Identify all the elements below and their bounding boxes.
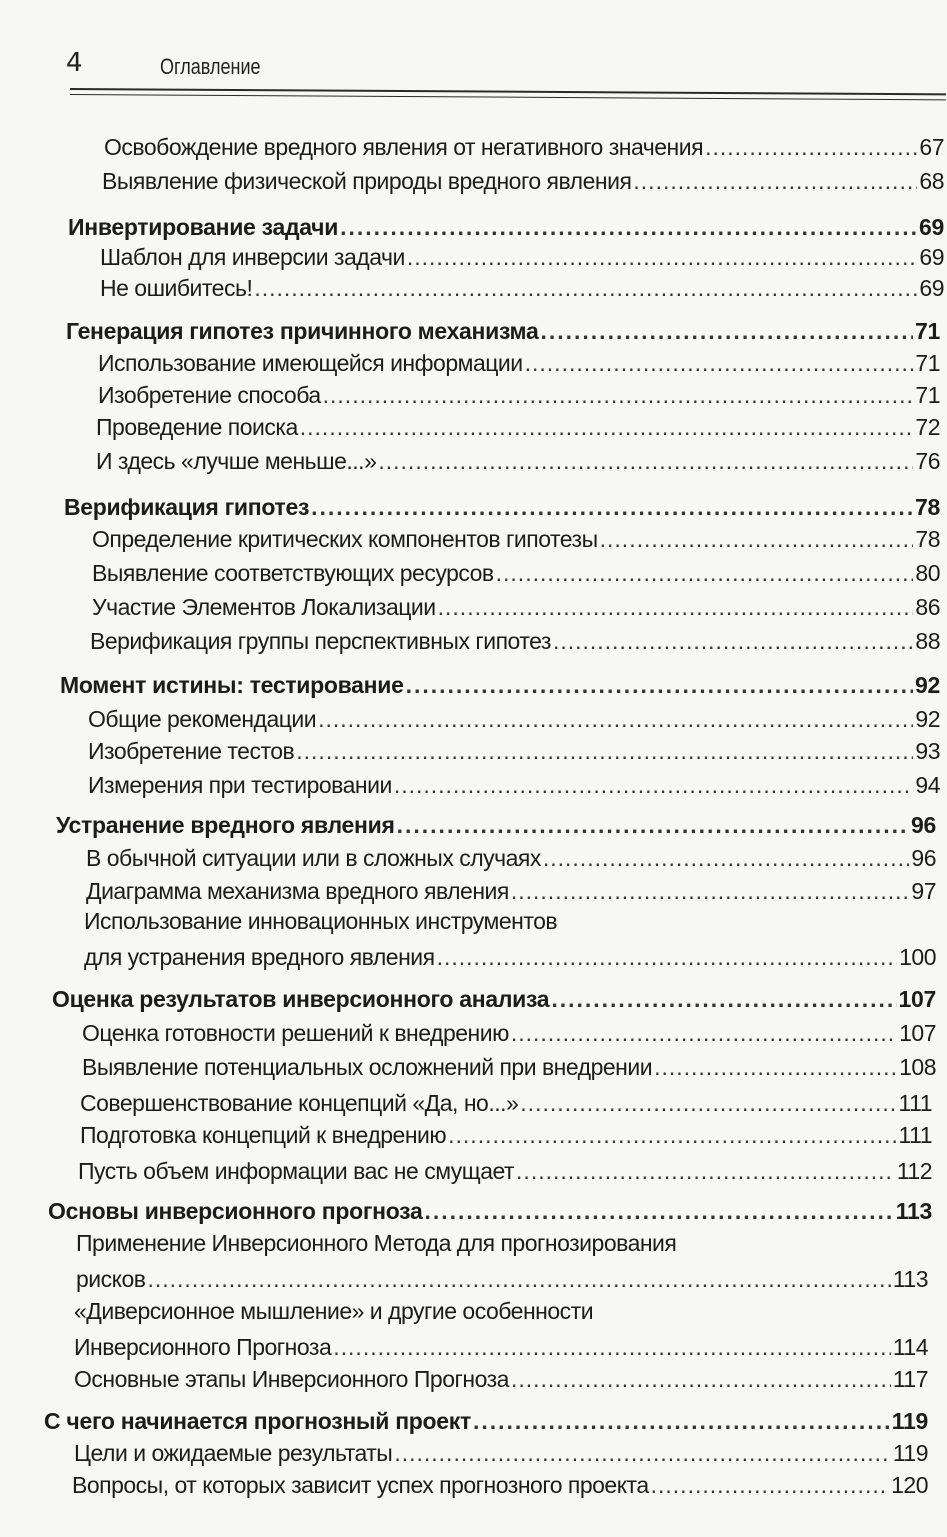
toc-section xyxy=(86,845,936,872)
toc-page-number: 69 xyxy=(919,244,944,270)
dot-leader xyxy=(438,594,914,621)
toc-page-number: 119 xyxy=(891,1408,928,1434)
toc-entry-title: рисков xyxy=(76,1266,146,1292)
dot-leader xyxy=(520,1090,896,1117)
toc-entry-title: для устранения вредного явления xyxy=(84,944,435,970)
toc-section xyxy=(86,878,936,905)
toc-entry-title: Вопросы, от которых зависит успех прогнозного проекта xyxy=(72,1472,649,1498)
toc-page-number: 94 xyxy=(915,772,940,798)
dot-leader xyxy=(600,526,914,553)
dot-leader xyxy=(651,1472,890,1499)
toc-section xyxy=(80,1090,932,1117)
dot-leader xyxy=(340,214,917,241)
toc-entry-title-line1: Использование инновационных инструментов xyxy=(84,908,558,934)
toc-page-number: 69 xyxy=(919,275,944,301)
dot-leader xyxy=(551,986,896,1013)
toc-entry-title: Оценка готовности решений к внедрению xyxy=(82,1020,509,1046)
toc-entry-title: Освобождение вредного явления от негативного значения xyxy=(104,134,704,160)
toc-page-number: 92 xyxy=(915,706,940,732)
toc-section xyxy=(98,350,940,377)
dot-leader xyxy=(254,275,917,302)
toc-page-number: 80 xyxy=(915,560,940,586)
toc-page-number: 78 xyxy=(915,494,940,520)
toc-chapter xyxy=(48,1198,932,1225)
dot-leader xyxy=(496,560,914,587)
toc-entry-title: Выявление физической природы вредного явления xyxy=(102,168,632,194)
toc-entry-title: С чего начинается прогнозный проект xyxy=(44,1408,471,1434)
toc-entry-title: Оценка результатов инверсионного анализа xyxy=(52,986,550,1012)
dot-leader xyxy=(633,168,917,195)
dot-leader xyxy=(311,494,913,521)
dot-leader xyxy=(333,1334,891,1361)
toc-entry-title-line1: «Диверсионное мышление» и другие особенности xyxy=(74,1298,594,1324)
toc-entry-title: В обычной ситуации или в сложных случаях xyxy=(86,845,541,871)
toc-section xyxy=(90,628,940,655)
dot-leader xyxy=(543,845,910,872)
dot-leader xyxy=(511,1366,891,1393)
toc-page-number: 71 xyxy=(915,318,940,344)
toc-page-number: 96 xyxy=(911,812,936,838)
toc-section xyxy=(88,772,940,799)
toc-page-number: 76 xyxy=(915,448,940,474)
toc-section xyxy=(74,1440,928,1467)
toc-entry-title: Цели и ожидаемые результаты xyxy=(74,1440,393,1466)
toc-page-number: 88 xyxy=(915,628,940,654)
toc-section xyxy=(100,244,944,271)
toc-entry-title: Основы инверсионного прогноза xyxy=(48,1198,423,1224)
dot-leader xyxy=(296,738,913,765)
toc-section xyxy=(74,1366,928,1393)
toc-page-number: 67 xyxy=(919,134,944,160)
toc-page-number: 107 xyxy=(899,1020,936,1046)
toc-section xyxy=(84,944,936,971)
toc-page-number: 71 xyxy=(915,350,940,376)
page-number: 4 xyxy=(66,48,83,78)
toc-entry-title: Не ошибитесь! xyxy=(100,275,253,301)
dot-leader xyxy=(448,1122,896,1149)
running-header xyxy=(66,44,946,94)
dot-leader xyxy=(394,772,914,799)
dot-leader xyxy=(147,1266,890,1293)
toc-page-number: 100 xyxy=(899,944,936,970)
toc-section xyxy=(96,414,940,441)
toc-section xyxy=(88,738,940,765)
dot-leader xyxy=(553,628,913,655)
toc-page-number: 97 xyxy=(911,878,936,904)
toc-page-number: 114 xyxy=(892,1334,928,1360)
dot-leader xyxy=(511,878,910,905)
toc-entry-title: Изобретение тестов xyxy=(88,738,295,764)
toc-section xyxy=(74,1334,928,1361)
toc-entry-title: Устранение вредного явления xyxy=(56,812,395,838)
toc-section xyxy=(88,706,940,733)
dot-leader xyxy=(705,134,917,161)
toc-section xyxy=(102,168,944,195)
toc-entry-title: Пусть объем информации вас не смущает xyxy=(78,1158,515,1184)
toc-entry-title: Изобретение способа xyxy=(98,382,321,408)
dot-leader xyxy=(378,448,913,475)
toc-page-number: 71 xyxy=(915,382,940,408)
dot-leader xyxy=(318,706,913,733)
toc-entry-title: Выявление соответствующих ресурсов xyxy=(92,560,494,586)
toc-chapter xyxy=(56,812,936,839)
toc-entry-title: Проведение поиска xyxy=(96,414,298,440)
toc-page-number: 117 xyxy=(892,1366,928,1392)
toc-entry-title: Совершенствование концепций «Да, но...» xyxy=(80,1090,519,1116)
dot-leader xyxy=(424,1198,893,1225)
toc-page-number: 107 xyxy=(898,986,936,1012)
toc-chapter xyxy=(44,1408,928,1435)
toc-page-number: 93 xyxy=(915,738,940,764)
dot-leader xyxy=(525,350,914,377)
toc-section xyxy=(92,526,940,553)
toc-entry-title: Измерения при тестировании xyxy=(88,772,392,798)
toc-entry-title: Генерация гипотез причинного механизма xyxy=(66,318,539,344)
toc-page-number: 112 xyxy=(896,1158,932,1184)
toc-entry-title: Общие рекомендации xyxy=(88,706,317,732)
dot-leader xyxy=(654,1054,897,1081)
toc-page-number: 68 xyxy=(919,168,944,194)
dot-leader xyxy=(300,414,914,441)
toc-section xyxy=(76,1266,928,1293)
toc-section xyxy=(96,448,940,475)
toc-entry-title: Верификация гипотез xyxy=(64,494,310,520)
toc-chapter xyxy=(64,494,940,521)
dot-leader xyxy=(406,672,913,699)
toc-entry-title: Основные этапы Инверсионного Прогноза xyxy=(74,1366,509,1392)
toc-entry-title: Подготовка концепций к внедрению xyxy=(80,1122,447,1148)
toc-section xyxy=(92,594,940,621)
toc-page-number: 96 xyxy=(911,845,936,871)
toc-entry-title: Участие Элементов Локализации xyxy=(92,594,436,620)
toc-section xyxy=(98,382,940,409)
toc-section xyxy=(80,1122,932,1149)
header-rule-bottom xyxy=(70,94,946,100)
toc-chapter xyxy=(60,672,940,699)
dot-leader xyxy=(473,1408,890,1435)
toc-entry-title: Шаблон для инверсии задачи xyxy=(100,244,405,270)
running-title: Оглавление xyxy=(160,54,261,79)
toc-page-number: 78 xyxy=(915,526,940,552)
toc-section xyxy=(72,1472,928,1499)
toc-chapter xyxy=(68,214,944,241)
toc-section xyxy=(104,134,944,161)
toc-entry-title: И здесь «лучше меньше...» xyxy=(96,448,377,474)
toc-page-number: 119 xyxy=(892,1440,928,1466)
toc-entry-title: Использование имеющейся информации xyxy=(98,350,523,376)
toc-page-number: 113 xyxy=(892,1266,928,1292)
toc-page-number: 108 xyxy=(899,1054,936,1080)
toc-page-number: 69 xyxy=(919,214,944,240)
dot-leader xyxy=(397,812,909,839)
toc-chapter xyxy=(66,318,940,345)
toc-section xyxy=(82,1020,936,1047)
toc-section xyxy=(92,560,940,587)
toc-entry-title-line1: Применение Инверсионного Метода для прогнозирования xyxy=(76,1230,677,1256)
toc-chapter xyxy=(52,986,936,1013)
toc-page-number: 113 xyxy=(895,1198,932,1224)
toc-page-number: 92 xyxy=(915,672,940,698)
toc-page-number: 86 xyxy=(915,594,940,620)
toc-entry-title: Верификация группы перспективных гипотез xyxy=(90,628,551,654)
dot-leader xyxy=(511,1020,897,1047)
toc-entry-title: Диаграмма механизма вредного явления xyxy=(86,878,509,904)
toc-page-number: 111 xyxy=(898,1122,932,1148)
toc-entry-title: Момент истины: тестирование xyxy=(60,672,404,698)
dot-leader xyxy=(437,944,898,971)
dot-leader xyxy=(323,382,914,409)
toc-page-number: 111 xyxy=(898,1090,932,1116)
toc-entry-title: Выявление потенциальных осложнений при внедрении xyxy=(82,1054,653,1080)
toc-page-number: 72 xyxy=(915,414,940,440)
toc-section xyxy=(100,275,944,302)
dot-leader xyxy=(407,244,918,271)
toc-entry-title: Инверсионного Прогноза xyxy=(74,1334,332,1360)
dot-leader xyxy=(394,1440,891,1467)
dot-leader xyxy=(516,1158,895,1185)
toc-entry-title: Определение критических компонентов гипотезы xyxy=(92,526,598,552)
toc-entry-title: Инвертирование задачи xyxy=(68,214,339,240)
toc-section xyxy=(78,1158,932,1185)
dot-leader xyxy=(540,318,913,345)
toc-section xyxy=(82,1054,936,1081)
toc-page-number: 120 xyxy=(891,1472,928,1498)
